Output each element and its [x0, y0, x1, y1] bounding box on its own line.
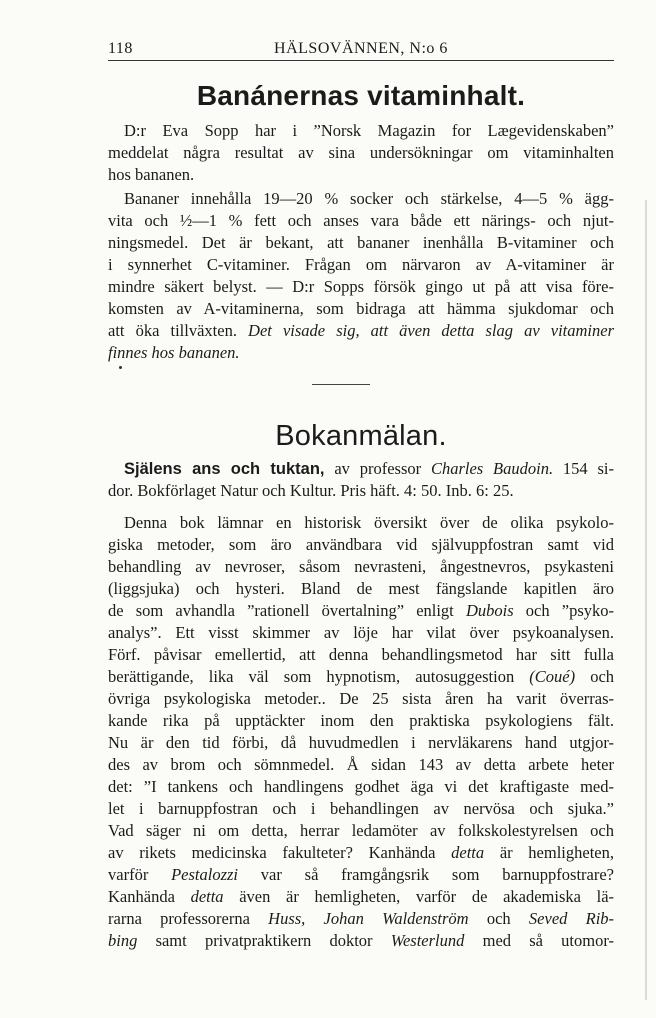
- text-line: let i barnuppfostran och i behandlingen av nervösa och sjuka.”: [108, 799, 614, 818]
- text-line: [108, 666, 614, 688]
- text-line: komsten av A-vitaminerna, som bidraga att hämma sjukdomar och: [108, 299, 614, 318]
- journal-title: HÄLSOVÄNNEN, N:o 6: [274, 40, 448, 57]
- book-title: Själens ans och tuktan,: [124, 460, 325, 478]
- text-run: och: [486, 909, 511, 928]
- text-run: är hemligheten,: [499, 843, 614, 862]
- text-run: av rikets medicinska fakulteter? Kanhända: [108, 843, 436, 862]
- book-citation-line: dor. Bokförlaget Natur och Kultur. Pris häft. 4: 50. Inb. 6: 25.: [108, 481, 514, 500]
- italic-run: finnes hos bananen.: [108, 343, 240, 362]
- text-line: [108, 842, 614, 864]
- text-line: det: ”I tankens och handlingens godhet äga vi det kraftigaste med-: [108, 777, 614, 796]
- text-run: med så utomor-: [482, 931, 615, 950]
- text-line: [108, 908, 614, 930]
- text-run: Kanhända: [108, 887, 175, 906]
- text-run: att öka tillväxten.: [108, 321, 237, 340]
- text-line: [108, 600, 614, 622]
- text-line: giska metoder, som äro användbara vid självuppfostran samt vid: [108, 535, 614, 554]
- italic-run: Seved Rib-: [528, 909, 615, 928]
- text-line: i synnerhet C-vitaminer. Frågan om närvaron av A-vitaminer är: [108, 255, 614, 274]
- article-title-bananas: Banánernas vitaminhalt.: [196, 80, 526, 111]
- text-line: vita och ½—1 % fett och anses vara både ett närings- och njut-: [108, 211, 614, 230]
- text-line: analys”. Ett visst skimmer av löje har vilat över psykoanalysen.: [108, 623, 614, 642]
- italic-run: detta: [190, 887, 224, 906]
- text-line: Förf. påvisar emellertid, att denna behandlingsmetod har sitt fulla: [108, 645, 614, 664]
- text-line: Vad säger ni om detta, herrar ledamöter av folkskolestyrelsen och: [108, 821, 614, 840]
- text-line: (liggsjuka) och hysteri. Bland de mest fängslande kapitlen äro: [108, 579, 614, 598]
- text-line: mindre säkert belyst. — D:r Sopps försök gingo ut på att visa före-: [108, 277, 614, 296]
- text-line: D:r Eva Sopp har i ”Norsk Magazin for Lægevidenskaben”: [124, 121, 614, 140]
- italic-run: detta: [451, 843, 485, 862]
- text-line: Denna bok lämnar en historisk översikt över de olika psykolo-: [124, 513, 614, 532]
- italic-run: Det visade sig, att även detta slag av vitaminer: [248, 321, 615, 340]
- text-run: rarna professorerna: [108, 909, 250, 928]
- italic-run: Dubois: [465, 601, 514, 620]
- page-edge-shadow: [645, 200, 647, 1000]
- text-line: ningsmedel. Det är bekant, att bananer inenhålla B-vitaminer och: [108, 233, 614, 252]
- book-author: Charles Baudoin.: [430, 459, 554, 478]
- text-run: varför: [108, 865, 149, 884]
- text-run: var så framgångsrik som barnuppfostrare?: [260, 865, 614, 884]
- running-header: [108, 36, 614, 61]
- text-line: övriga psykologiska metoder.. De 25 sista åren ha varit överras-: [108, 689, 614, 708]
- ink-dot: [119, 366, 122, 369]
- italic-run: Westerlund: [390, 931, 465, 950]
- text-line: [108, 864, 614, 886]
- text-line: Nu är den tid förbi, då huvudmedlen i nervläkarens hand utgjor-: [108, 733, 614, 752]
- text-line: [108, 886, 614, 908]
- text-run: och: [590, 667, 615, 686]
- text-line: [108, 342, 614, 364]
- text-run: de som avhandla ”rationell övertalning” enligt: [108, 601, 454, 620]
- page-number: 118: [108, 40, 133, 57]
- italic-run: (Coué): [529, 667, 576, 686]
- text-line: [108, 930, 614, 952]
- text-run: även är hemligheten, varför de akademiska lä-: [239, 887, 615, 906]
- text-line: [108, 320, 614, 342]
- book-citation-line: [124, 458, 614, 480]
- italic-run: bing: [108, 931, 138, 950]
- text-line: kande rika på upptäckter inom den praktiska psykologiens fält.: [108, 711, 614, 730]
- italic-run: Pestalozzi: [171, 865, 239, 884]
- section-divider: [312, 384, 370, 385]
- text-run: av professor: [334, 459, 422, 478]
- text-line: meddelat några resultat av sina undersökningar om vitaminhalten: [108, 143, 614, 162]
- text-run: berättigande, lika väl som hypnotism, autosuggestion: [108, 667, 515, 686]
- text-run: och ”psyko-: [525, 601, 615, 620]
- text-line: hos bananen.: [108, 165, 195, 184]
- article-title-book-review: Bokanmälan.: [275, 420, 447, 452]
- text-line: behandling av nevroser, såsom nevrasteni, ångestnevros, psykasteni: [108, 557, 614, 576]
- text-run: samt privatpraktikern doktor: [155, 931, 373, 950]
- italic-run: Huss, Johan Waldenström: [268, 909, 469, 928]
- text-line: Bananer innehålla 19—20 % socker och stärkelse, 4—5 % ägg-: [124, 189, 614, 208]
- text-line: des av brom och sömnmedel. Å sidan 143 av detta arbete heter: [108, 755, 614, 774]
- text-run: 154 si-: [562, 459, 614, 478]
